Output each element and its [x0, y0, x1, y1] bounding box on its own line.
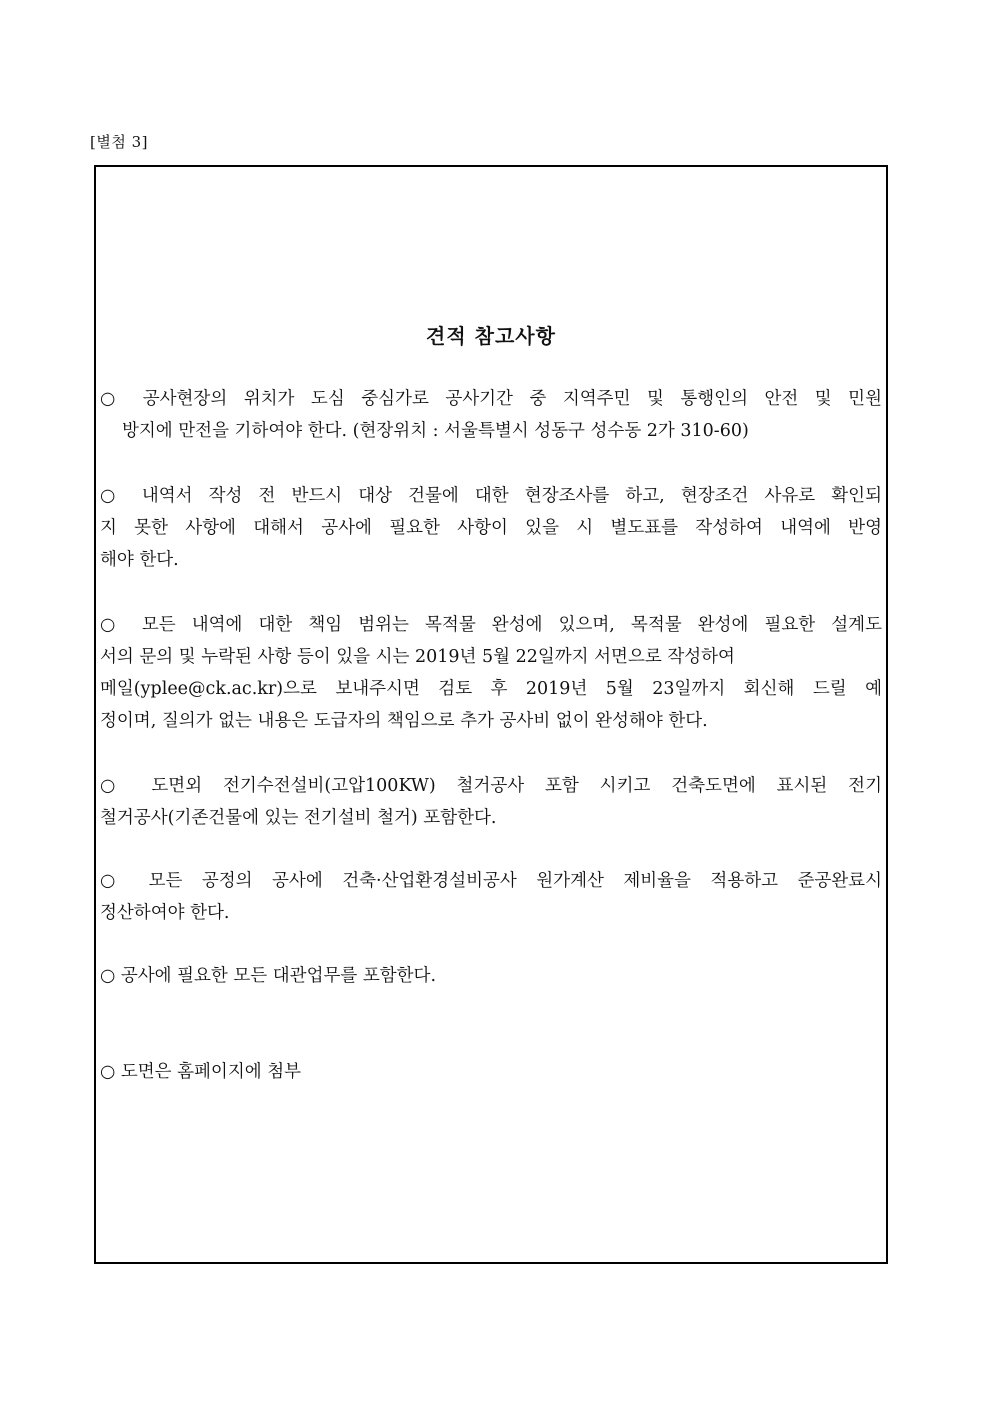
notice-item-permits	[100, 960, 882, 992]
notice-item-cost-rates	[100, 865, 882, 929]
item-line: 서의 문의 및 누락된 사항 등이 있을 시는 2019년 5월 22일까지 서면으로 작성하여	[100, 647, 735, 667]
notice-item-responsibility	[100, 609, 882, 737]
notice-item-electrical-demolition	[100, 770, 882, 834]
item-line: 메일(yplee@ck.ac.kr)으로 보내주시면 검토 후 2019년 5월 23일까지 회신해 드릴 예	[100, 679, 882, 699]
item-line: ○ 모든 내역에 대한 책임 범위는 목적물 완성에 있으며, 목적물 완성에 필요한 설계도	[100, 615, 882, 635]
item-line: 해야 한다.	[100, 550, 179, 570]
item-line: 지 못한 사항에 대해서 공사에 필요한 사항이 있을 시 별도표를 작성하여 내역에 반영	[100, 518, 882, 538]
notice-item-drawings	[100, 1056, 882, 1088]
item-line: ○ 내역서 작성 전 반드시 대상 건물에 대한 현장조사를 하고, 현장조건 사유로 확인되	[100, 486, 882, 506]
item-line: 정산하여야 한다.	[100, 903, 230, 923]
attachment-label: [별첨 3]	[90, 133, 148, 151]
item-line: ○ 공사현장의 위치가 도심 중심가로 공사기간 중 지역주민 및 통행인의 안전 및 민원	[100, 389, 882, 409]
item-line: 정이며, 질의가 없는 내용은 도급자의 책임으로 추가 공사비 없이 완성해야 한다.	[100, 711, 708, 731]
notice-item-site-safety	[100, 383, 882, 447]
item-line: 방지에 만전을 기하여야 한다. (현장위치 : 서울특별시 성동구 성수동 2가 310-60)	[122, 421, 749, 441]
item-line: ○ 공사에 필요한 모든 대관업무를 포함한다.	[100, 966, 437, 986]
notice-item-site-survey	[100, 480, 882, 576]
item-line: 철거공사(기존건물에 있는 전기설비 철거) 포함한다.	[100, 808, 497, 828]
notice-frame	[94, 165, 888, 1264]
document-title: 견적 참고사항	[426, 324, 556, 348]
item-line: ○ 모든 공정의 공사에 건축·산업환경설비공사 원가계산 제비율을 적용하고 준공완료시	[100, 871, 882, 891]
item-line: ○ 도면외 전기수전설비(고압100KW) 철거공사 포함 시키고 건축도면에 표시된 전기	[100, 776, 882, 796]
item-line: ○ 도면은 홈페이지에 첨부	[100, 1062, 302, 1082]
